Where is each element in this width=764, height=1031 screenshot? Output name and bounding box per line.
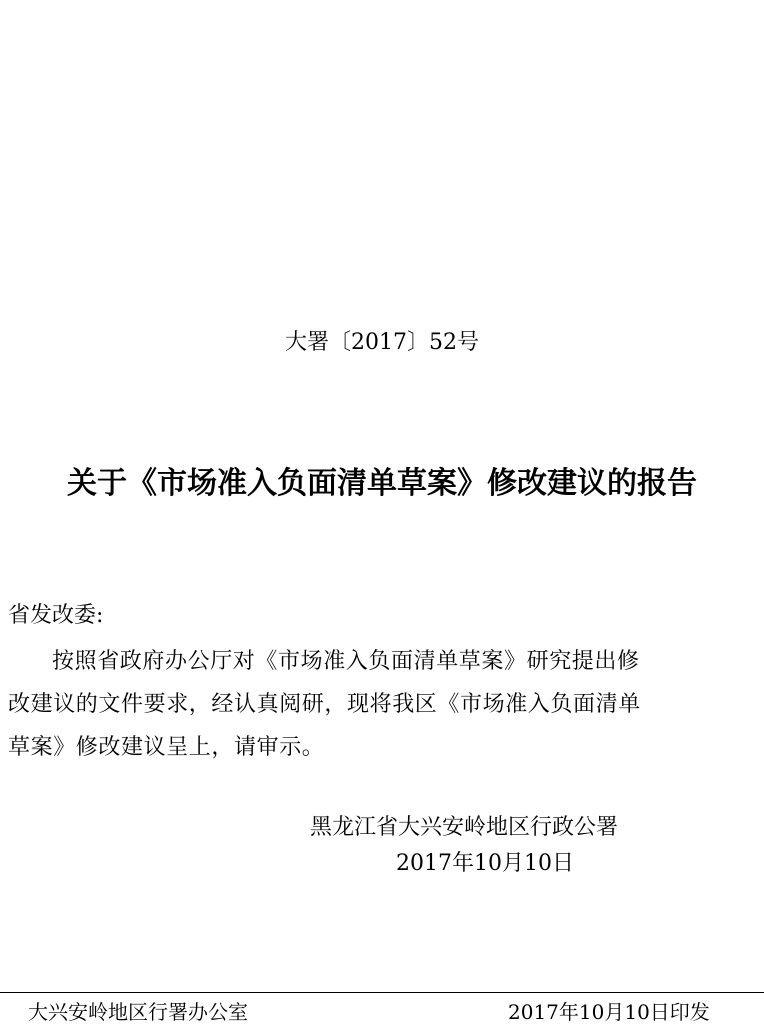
footer-divider	[0, 992, 764, 993]
body-paragraph-line: 按照省政府办公厅对《市场准入负面清单草案》研究提出修	[52, 649, 640, 674]
body-paragraph-line: 草案》修改建议呈上，请审示。	[8, 735, 325, 760]
addressee: 省发改委:	[8, 603, 104, 628]
signature-date: 2017年10月10日	[396, 851, 574, 876]
document-number: 大署〔2017〕52号	[285, 330, 479, 355]
footer-print-date: 2017年10月10日印发	[508, 1000, 710, 1024]
document-title: 关于《市场准入负面清单草案》修改建议的报告	[67, 466, 697, 501]
footer-office: 大兴安岭地区行署办公室	[28, 1000, 248, 1024]
signature-organization: 黑龙江省大兴安岭地区行政公署	[310, 815, 619, 840]
body-paragraph-line: 改建议的文件要求，经认真阅研，现将我区《市场准入负面清单	[8, 692, 641, 717]
